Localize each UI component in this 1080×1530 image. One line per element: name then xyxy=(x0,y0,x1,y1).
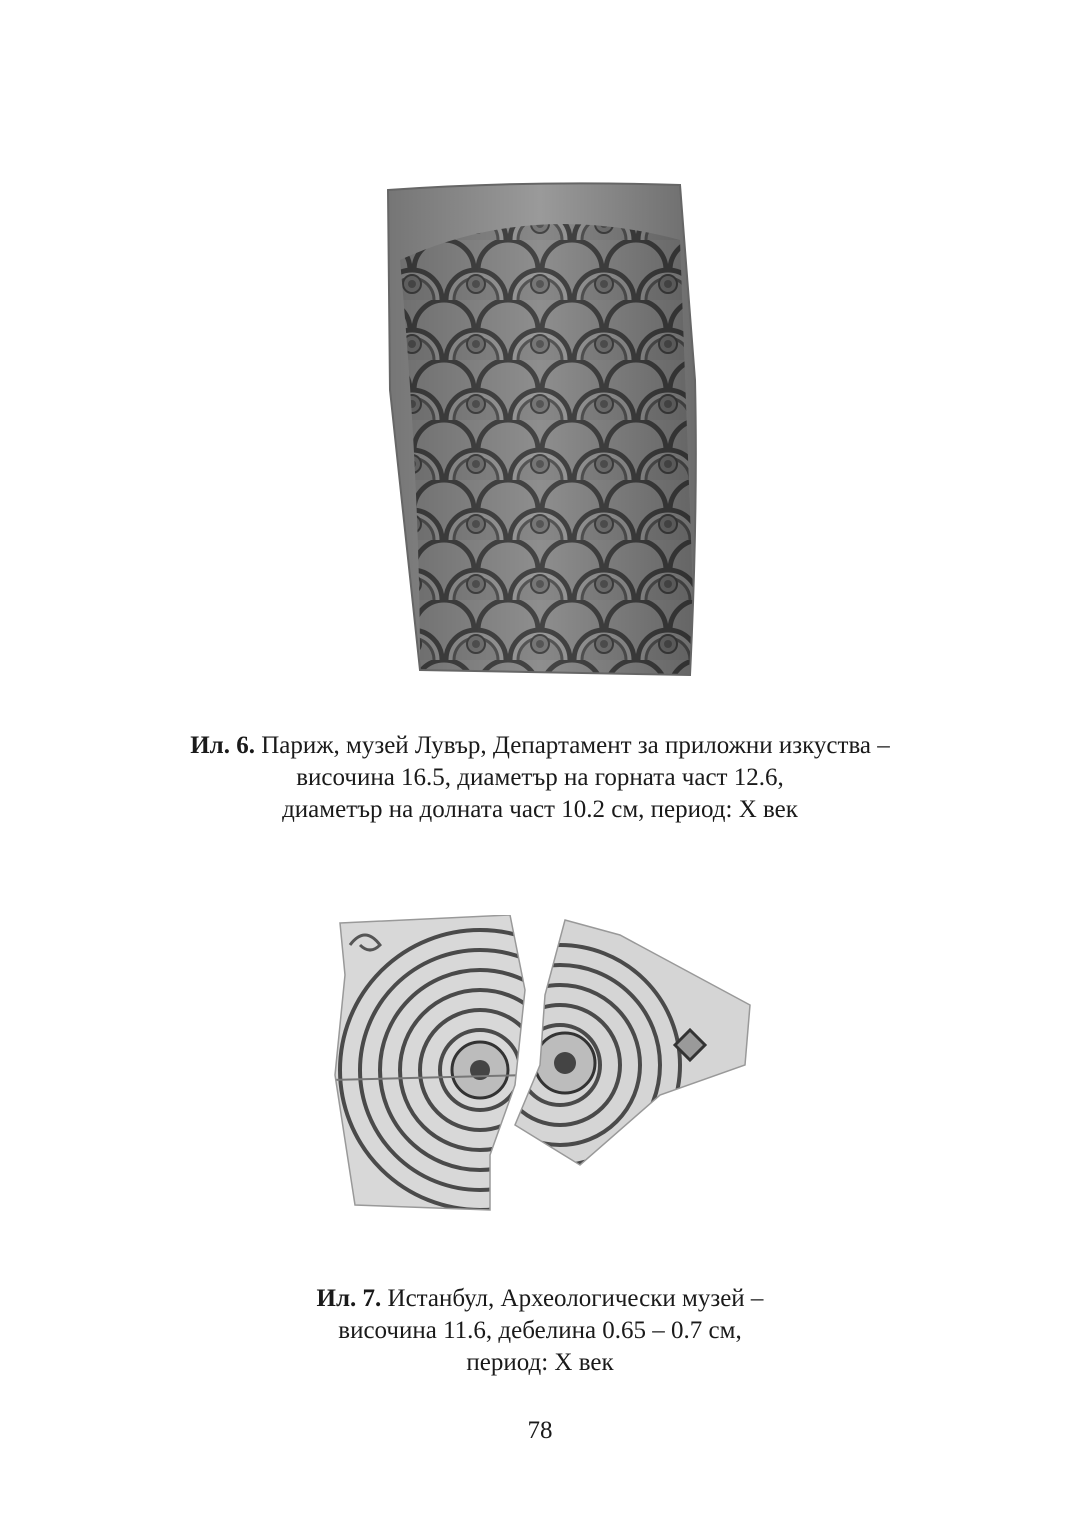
figure-7-caption xyxy=(0,1283,1080,1379)
caption-line: височина 11.6, дебелина 0.65 – 0.7 см, xyxy=(338,1317,742,1344)
caption-text: Париж, музей Лувър, Департамент за приложни изкуства – xyxy=(261,732,890,759)
caption-line: диаметър на долната част 10.2 см, период: X век xyxy=(282,796,798,823)
caption-text: Истанбул, Археологически музей – xyxy=(387,1285,764,1312)
figure-6-photo xyxy=(380,180,700,680)
caption-line: период: X век xyxy=(466,1349,614,1376)
page-number: 78 xyxy=(527,1417,553,1444)
figure-label: Ил. 6. xyxy=(190,732,255,759)
caption-line xyxy=(0,730,1080,762)
figure-7-photo xyxy=(330,915,755,1215)
ceramic-fragments-photo xyxy=(330,915,755,1215)
caption-line xyxy=(0,1283,1080,1315)
figure-6-caption xyxy=(0,730,1080,826)
caption-line: височина 16.5, диаметър на горната част 12.6, xyxy=(296,764,784,791)
figure-label: Ил. 7. xyxy=(316,1285,382,1312)
ceramic-fragment-photo xyxy=(380,180,700,680)
